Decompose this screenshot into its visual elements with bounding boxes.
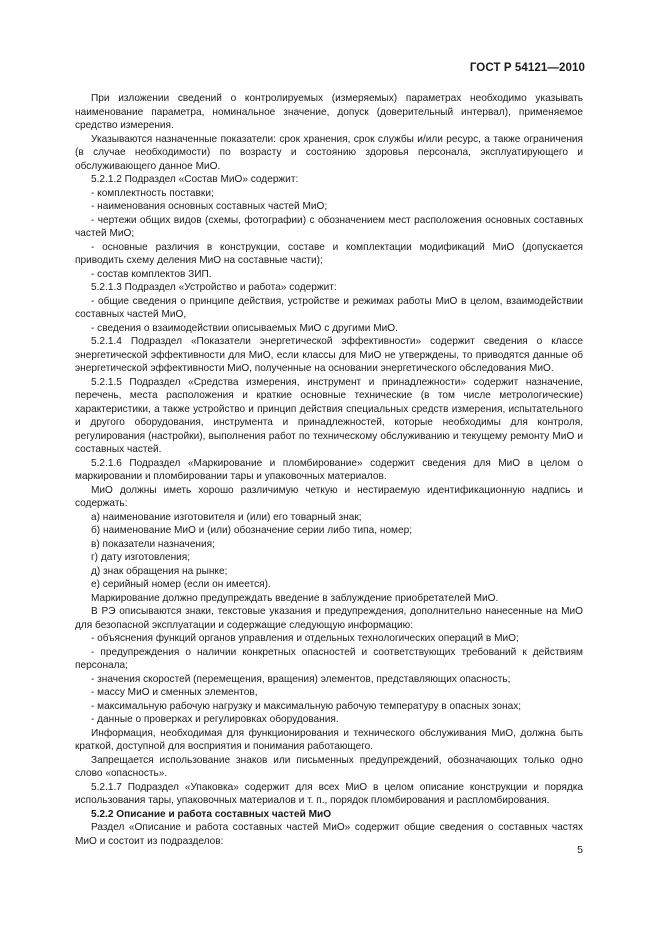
- body-paragraph: - основные различия в конструкции, составе и комплектации модификаций МиО (допускается приводить схему деления МиО на составные части);: [75, 241, 583, 266]
- body-paragraph: Запрещается использование знаков или письменных предупреждений, обозначающих только одно слово «опасность».: [75, 754, 583, 779]
- body-paragraph: - данные о проверках и регулировках оборудования.: [91, 714, 339, 725]
- section-heading: 5.2.2 Описание и работа составных частей МиО: [91, 808, 332, 820]
- document-body: [75, 92, 583, 848]
- body-paragraph: 5.2.1.3 Подраздел «Устройство и работа» содержит:: [91, 282, 337, 293]
- body-paragraph: 5.2.1.7 Подраздел «Упаковка» содержит для всех МиО в целом описание конструкции и порядка использования тары, упаковочных материалов и т. п., порядок пломбирования и распломбирования.: [75, 781, 583, 806]
- body-paragraph: 5.2.1.4 Подраздел «Показатели энергетической эффективности» содержит сведения о классе энергетической эффективности для МиО, если классы для МиО не утверждены, то приводятся данные об энергетической эффективности МиО, полученные на основании энергетического обследования МиО.: [75, 336, 583, 374]
- body-paragraph: - значения скоростей (перемещения, вращения) элементов, представляющих опасность;: [91, 673, 511, 685]
- body-paragraph: в) показатели назначения;: [91, 538, 215, 550]
- body-paragraph: а) наименование изготовителя и (или) его товарный знак;: [91, 511, 362, 523]
- body-paragraph: При изложении сведений о контролируемых (измеряемых) параметрах необходимо указывать наименование параметра, номинальное значение, допуск (доверительный интервал), применяемое средство измерения.: [75, 93, 583, 131]
- body-paragraph: - сведения о взаимодействии описываемых МиО с другими МиО.: [91, 322, 398, 334]
- body-paragraph: г) дату изготовления;: [91, 552, 191, 563]
- body-paragraph: е) серийный номер (если он имеется).: [91, 579, 271, 590]
- body-paragraph: МиО должны иметь хорошо различимую четкую и нестираемую идентификационную надпись и содержать:: [75, 484, 583, 509]
- body-paragraph: б) наименование МиО и (или) обозначение серии либо типа, номер;: [91, 525, 413, 536]
- body-paragraph: Раздел «Описание и работа составных частей МиО» содержит общие сведения о составных частях МиО и состоит из подразделов:: [75, 822, 583, 847]
- body-paragraph: Информация, необходимая для функционирования и технического обслуживания МиО, должна быть краткой, доступной для восприятия и понимания работающего.: [75, 727, 583, 752]
- body-paragraph: - чертежи общих видов (схемы, фотографии) с обозначением мест расположения основных составных частей МиО;: [75, 214, 583, 239]
- body-paragraph: 5.2.1.2 Подраздел «Состав МиО» содержит:: [91, 174, 299, 185]
- body-paragraph: Указываются назначенные показатели: срок хранения, срок службы и/или ресурс, а также ограничения (в случае необходимости) по возрасту и состоянию здоровья персонала, эксплуатирующего и обслуживающего данное МиО.: [75, 133, 583, 172]
- body-paragraph: 5.2.1.6 Подраздел «Маркирование и пломбирование» содержит сведения для МиО в целом о маркировании и пломбировании тары и упаковочных материалов.: [75, 457, 583, 482]
- body-paragraph: - объяснения функций органов управления и отдельных технологических операций в МиО;: [91, 633, 519, 644]
- body-paragraph: - массу МиО и сменных элементов,: [91, 687, 258, 698]
- body-paragraph: - состав комплектов ЗИП.: [91, 268, 212, 280]
- body-paragraph: Маркирование должно предупреждать введение в заблуждение приобретателей МиО.: [91, 592, 499, 604]
- document-standard-header: ГОСТ Р 54121—2010: [469, 62, 585, 74]
- body-paragraph: - общие сведения о принципе действия, устройстве и режимах работы МиО в целом, взаимодействии составных частей МиО,: [75, 295, 583, 320]
- body-paragraph: В РЭ описываются знаки, текстовые указания и предупреждения, дополнительно нанесенные на МиО для безопасной эксплуатации и содержащие следующую информацию:: [75, 606, 583, 631]
- page-number: 5: [577, 844, 583, 856]
- body-paragraph: - максимальную рабочую нагрузку и максимальную рабочую температуру в опасных зонах;: [91, 700, 522, 712]
- body-paragraph: - комплектность поставки;: [91, 187, 214, 199]
- body-paragraph: д) знак обращения на рынке;: [91, 565, 228, 577]
- body-paragraph: 5.2.1.5 Подраздел «Средства измерения, инструмент и принадлежности» содержит назначение, перечень, места расположения и краткие основные технические (в том числе метрологические) характеристики, а также устройство и принцип действия специальных средств измерения, испытательного и другого оборудования, инструмента и принадлежностей, которые необходимы для контроля, регулирования (настройки), выполнения работ по техническому обслуживанию и текущему ремонту МиО и составных частей.: [75, 376, 583, 455]
- body-paragraph: - предупреждения о наличии конкретных опасностей и соответствующих требований к действиям персонала;: [75, 646, 583, 671]
- body-paragraph: - наименования основных составных частей МиО;: [91, 201, 328, 212]
